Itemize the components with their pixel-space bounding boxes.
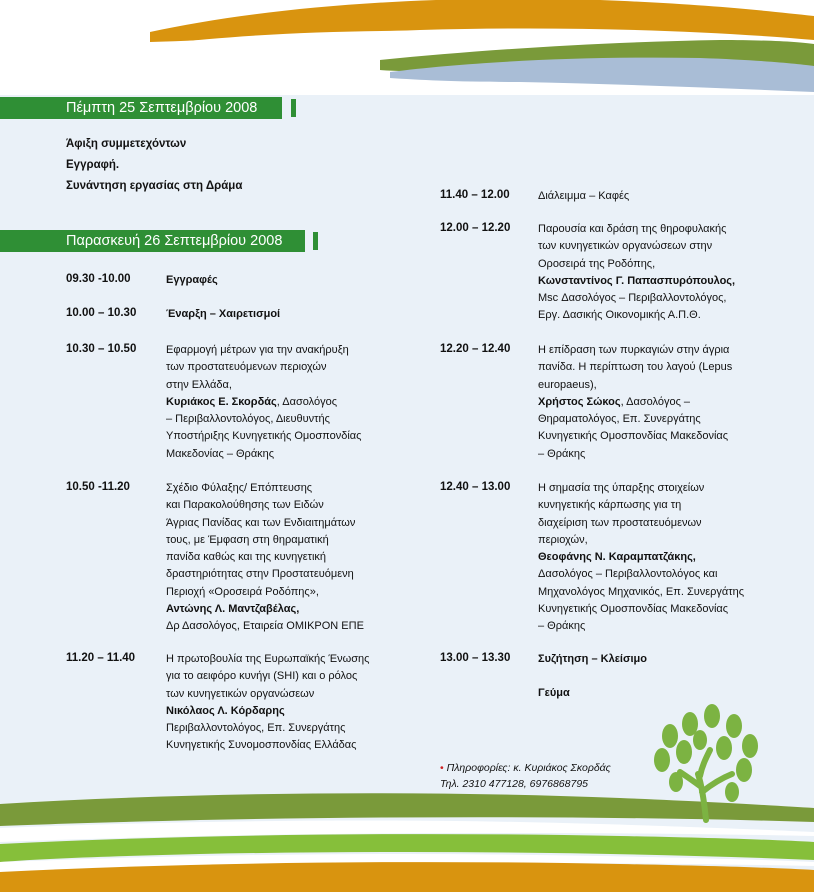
day1-header-gap — [285, 97, 288, 119]
contact-info — [440, 760, 611, 776]
session-desc: Παρουσία και δράση της θηροφυλακής των κυνηγετικών οργανώσεων στην Οροσειρά της Ροδόπης, Κωνσταντίνος Γ. Παπασπυρόπουλος, Msc Δασολόγος – Περιβαλλοντολόγος, Εργ. Δασικής Οικονομικής Α.Π.Θ. — [538, 223, 736, 322]
session-time: 12.20 – 12.40 — [440, 343, 511, 355]
day1-header — [0, 97, 282, 119]
day1-item: Άφιξη συμμετεχόντων — [66, 138, 187, 150]
session-time: 13.00 – 13.30 — [440, 652, 511, 664]
day1-header-text: Πέμπτη 25 Σεπτεμβρίου 2008 — [66, 100, 258, 116]
bullet-dot-icon: • — [440, 762, 444, 774]
session-time: 11.40 – 12.00 — [440, 189, 510, 201]
day2-header — [0, 230, 305, 252]
day1-item: Συνάντηση εργασίας στη Δράμα — [66, 180, 243, 192]
session-time: 10.30 – 10.50 — [66, 343, 137, 355]
day2-header-gap — [308, 230, 311, 252]
session-desc: Συζήτηση – Κλείσιμο — [538, 653, 647, 665]
day1-item: Εγγραφή. — [66, 159, 120, 171]
tree-logo-icon — [640, 700, 770, 830]
session-desc: Η σημασία της ύπαρξης στοιχείων κυνηγετικής κάρπωσης για τη διαχείριση των προστατευόμενων περιοχών, Θεοφάνης Ν. Καραμπατζάκης, Δασολόγος – Περιβαλλοντολόγος και Μηχανολόγος Μηχανικός, Επ. Συνεργάτης Κυνηγετικής Ομοσπονδίας Μακεδονίας – Θράκης — [538, 482, 745, 633]
day2-header-text: Παρασκευή 26 Σεπτεμβρίου 2008 — [66, 233, 283, 249]
session-time: 12.40 – 13.00 — [440, 481, 511, 493]
contact-phone: Τηλ. 2310 477128, 6976868795 — [440, 778, 589, 790]
session-time: 09.30 -10.00 — [66, 273, 131, 285]
session-desc: Εγγραφές — [166, 274, 218, 286]
session-desc: Έναρξη – Χαιρετισμοί — [166, 308, 281, 320]
session-desc: Εφαρμογή μέτρων για την ανακήρυξη των προστατευόμενων περιοχών στην Ελλάδα, Κυριάκος Ε. Σκορδάς, Δασολόγος – Περιβαλλοντολόγος, Διευθυντής Υποστήριξης Κυνηγετικής Ομοσπονδίας Μακεδονίας – Θράκης — [166, 344, 362, 460]
session-time: 10.00 – 10.30 — [66, 307, 137, 319]
session-time: 12.00 – 12.20 — [440, 222, 511, 234]
session-desc: Η πρωτοβουλία της Ευρωπαϊκής Ένωσης για το αειφόρο κυνήγι (SHI) και ο ρόλος των κυνηγετικών οργανώσεων Νικόλαος Λ. Κόρδαρης Περιβαλλοντολόγος, Επ. Συνεργάτης Κυνηγετικής Συνομοσπονδίας Ελλάδας — [166, 653, 370, 752]
session-desc: Διάλειμμα – Καφές — [538, 190, 630, 202]
session-desc: Σχέδιο Φύλαξης/ Επόπτευσης και Παρακολούθησης των Ειδών Άγριας Πανίδας και των Ενδιαιτημάτων τους, με Έμφαση στη θηραματική πανίδα καθώς και της κυνηγετική δραστηριότητας στην Προστατευόμενη Περιοχή «Οροσειρά Ροδόπης», Αντώνης Λ. Μαντζαβέλας, Δρ Δασολόγος, Εταιρεία ΟΜΙΚΡΟΝ ΕΠΕ — [166, 482, 364, 633]
contact-line1: Πληροφορίες: κ. Κυριάκος Σκορδάς — [446, 762, 611, 774]
top-wave-decoration — [0, 0, 814, 100]
day1-header-accent — [291, 99, 296, 117]
session-time: 11.20 – 11.40 — [66, 652, 136, 664]
session-desc: Η επίδραση των πυρκαγιών στην άγρια πανίδα. Η περίπτωση του λαγού (Lepus europaeus), Χρήστος Σώκος, Δασολόγος – Θηραματολόγος, Επ. Συνεργάτης Κυνηγετικής Ομοσπονδίας Μακεδονίας – Θράκης — [538, 344, 733, 460]
session-desc: Γεύμα — [538, 687, 570, 699]
session-time: 10.50 -11.20 — [66, 481, 130, 493]
day2-header-accent — [313, 232, 318, 250]
